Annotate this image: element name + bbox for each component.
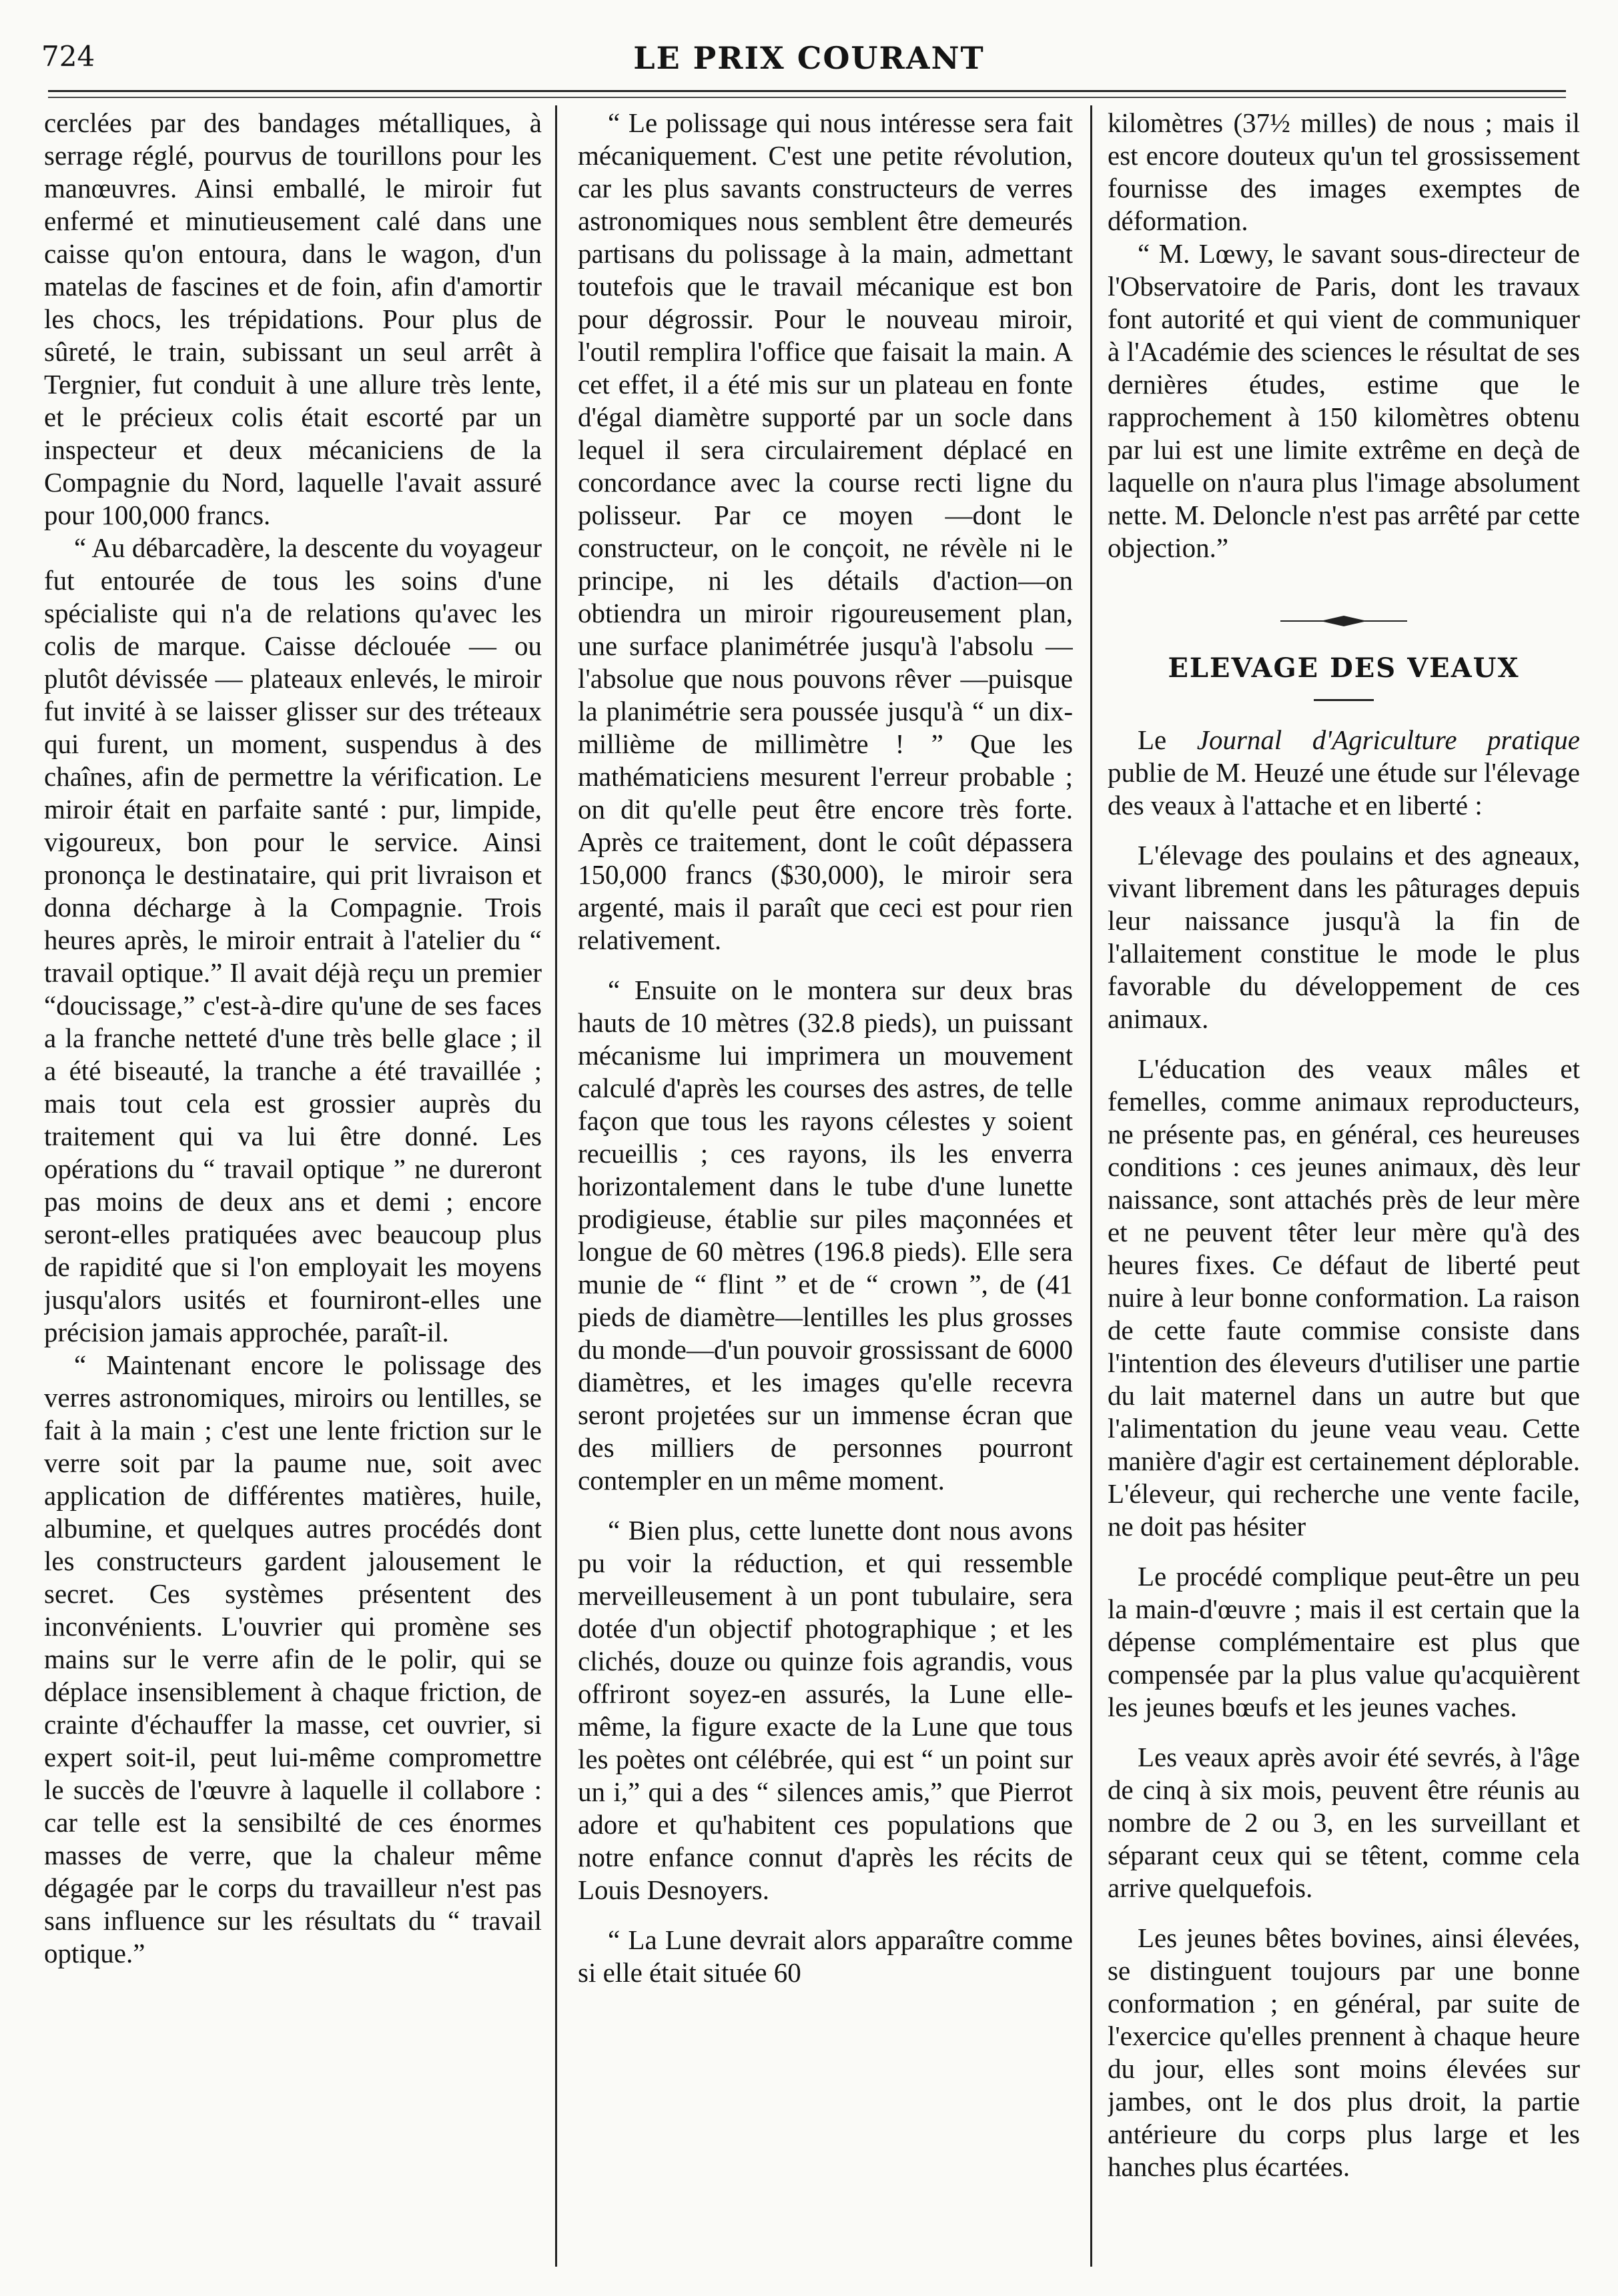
header-rule-top <box>48 90 1566 92</box>
paragraph: L'éducation des veaux mâles et femelles, comme animaux reproducteurs, ne présente pas, en général, ces heureuses conditions : ces jeunes animaux, dès leur naissance, sont attachés près de leur mère et ne peuvent têter leur mère qu'à des heures fixes. Ce défaut de liberté peut nuire à leur bonne conformation. La raison de cette faute commise consiste dans l'intention des éleveurs d'utiliser une partie du lait maternel dans un autre but que l'alimentation du jeune veau veau. Cette manière d'agir est certainement déplorable. L'éleveur, qui recherche une vente facile, ne doit pas hésiter <box>1108 1053 1580 1542</box>
intro-paragraph: Le Journal d'Agriculture pratique publie de M. Heuzé une étude sur l'élevage des veaux à l'attache et en liberté : <box>1108 724 1580 820</box>
paragraph: “ Ensuite on le montera sur deux bras hauts de 10 mètres (32.8 pieds), un puissant mécanisme lui imprimera un mouvement calculé d'après les courses des astres, de telle façon que tous les rayons célestes y soient recueillis ; ces rayons, ils les enverra horizontalement dans le tube d'une lunette prodigieuse, établie sur piles maçonnées et longue de 60 mètres (196.8 pieds). Elle sera munie de “ flint ” et de “ crown ”, de (41 pieds de diamètre—lentilles les plus grosses du monde—d'un pouvoir grossissant de 6000 diamètres, et les images qu'elle recevra seront projetées sur un immense écran que des milliers de personnes pourront contempler en un même moment. <box>578 975 1073 1496</box>
paragraph: Les veaux après avoir été sevrés, à l'âge de cinq à six mois, peuvent être réunis au nombre de 2 ou 3, en les surveillant et séparant ceux qui se têtent, comme cela arrive quelquefois. <box>1108 1742 1580 1903</box>
paragraph: Le procédé complique peut-être un peu la main-d'œuvre ; mais il est certain que la dépense complémentaire est plus que compensée par la plus value qu'acquièrent les jeunes bœufs et les jeunes vaches. <box>1108 1561 1580 1722</box>
section-heading: ELEVAGE DES VEAUX <box>1168 652 1520 684</box>
page-number: 724 <box>41 40 95 73</box>
column-left <box>44 107 542 2258</box>
column-divider-left <box>555 105 557 2267</box>
paragraph: cerclées par des bandages métalliques, à serrage réglé, pourvus de tourillons pour les manœuvres. Ainsi emballé, le miroir fut enfermé et minutieusement calé dans une caisse qu'on entoura, dans le wagon, d'un matelas de fascines et de foin, afin d'amortir les chocs, les trépidations. Pour plus de sûreté, le train, subissant un seul arrêt à Tergnier, fut conduit à une allure très lente, et le précieux colis était escorté par un inspecteur et deux mécaniciens de la Compagnie du Nord, laquelle l'avait assuré pour 100,000 francs. <box>44 107 542 530</box>
paragraph: “ M. Lœwy, le savant sous-directeur de l'Observatoire de Paris, dont les travaux font autorité et qui vient de communiquer à l'Académie des sciences le résultat de ses dernières études, estime que le rapprochement à 150 kilomètres obtenu par lui est une limite extrême en deçà de laquelle on n'aura plus l'image absolument nette. M. Deloncle n'est pas arrêté par cette objection.” <box>1108 238 1580 563</box>
ornament-divider <box>1108 602 1580 634</box>
paragraph: “ Au débarcadère, la descente du voyageur fut entourée de tous les soins d'une spécialiste qui n'a de relations qu'avec les colis de marque. Caisse déclouée — ou plutôt dévissée — plateaux enlevés, le miroir fut invité à se laisser glisser sur des tréteaux qui furent, un moment, suspendus à des chaînes, afin de permettre la vérification. Le miroir était en parfaite santé : pur, limpide, vigoureux, bon pour le service. Ainsi prononça le destinataire, qui prit livraison et donna décharge à la Compagnie. Trois heures après, le miroir entrait à l'atelier du “ travail optique.” Il avait déjà reçu un premier “doucissage,” c'est-à-dire qu'une de ses faces a la franche netteté d'une très belle glace ; il a été biseauté, la tranche a été travaillée ; mais tout cela est grossier auprès du traitement qui va lui être donné. Les opérations du “ travail optique ” ne dureront pas moins de deux ans et demi ; encore seront-elles pratiquées avec beaucoup plus de rapidité que si l'on employait les moyens jusqu'alors usités et fourniront-elles une précision jamais approchée, paraît-il. <box>44 532 542 1347</box>
paragraph: L'élevage des poulains et des agneaux, vivant librement dans les pâturages depuis leur naissance jusqu'à la fin de l'allaitement constitue le mode le plus favorable du développement de ces animaux. <box>1108 840 1580 1034</box>
paragraph: “ Le polissage qui nous intéresse sera fait mécaniquement. C'est une petite révolution, car les plus savants constructeurs de verres astronomiques nous semblent être demeurés partisans du polissage à la main, admettant toutefois que le travail mécanique est bon pour dégrossir. Pour le nouveau miroir, l'outil remplira l'office que faisait la main. A cet effet, il a été mis sur un plateau en fonte d'égal diamètre supporté par un socle dans lequel il sera circulairement déplacé en concordance avec la course recti ligne du polisseur. Par ce moyen —dont le constructeur, on le conçoit, ne révèle ni le principe, ni les détails d'action—on obtiendra un miroir rigoureusement plan, une surface planimétrée jusqu'à l'absolu —l'absolue que nous pouvons rêver —puisque la planimétrie sera poussée jusqu'à “ un dix-millième de millimètre ! ” Que les mathématiciens mesurent l'erreur probable ; on dit qu'elle peut être encore très forte. Après ce traitement, dont le coût dépassera 150,000 francs ($30,000), le miroir sera argenté, mais il paraît que ceci est pour rien relativement. <box>578 107 1073 955</box>
header-rule-bottom <box>48 97 1566 98</box>
paragraph: kilomètres (37½ milles) de nous ; mais il est encore douteux qu'un tel grossissement fournisse des images exemptes de déformation. <box>1108 107 1580 236</box>
fleuron-icon <box>1280 615 1407 627</box>
heading-rule <box>1314 699 1374 701</box>
journal-title: Journal d'Agriculture pratique <box>1196 724 1580 755</box>
paragraph: “ La Lune devrait alors apparaître comme si elle était située 60 <box>578 1924 1073 1988</box>
running-title: LE PRIX COURANT <box>633 40 985 76</box>
column-right <box>1108 107 1580 2258</box>
column-divider-right <box>1090 105 1092 2267</box>
paragraph: “ Bien plus, cette lunette dont nous avons pu voir la réduction, et qui ressemble merveilleusement à un pont tubulaire, sera dotée d'un objectif photographique ; et les clichés, douze ou quinze fois agrandis, vous offriront soyez-en assurés, la Lune elle-même, la figure exacte de la Lune que tous les poètes ont célébrée, qui est “ un point sur un i,” qui a des “ silences amis,” que Pierrot adore et qu'habitent ces populations que notre enfance connut d'après les récits de Louis Desnoyers. <box>578 1515 1073 1905</box>
paragraph: Les jeunes bêtes bovines, ainsi élevées, se distinguent toujours par une bonne conformation ; en général, par suite de l'exercice qu'elles prennent à chaque heure du jour, elles sont moins élevées sur jambes, ont le dos plus droit, la partie antérieure du corps plus large et les hanches plus écartées. <box>1108 1922 1580 2182</box>
column-middle <box>578 107 1073 2258</box>
paragraph: “ Maintenant encore le polissage des verres astronomiques, miroirs ou lentilles, se fait à la main ; c'est une lente friction sur le verre soit par la paume nue, soit avec application de différentes matières, huile, albumine, et quelques autres procédés dont les constructeurs gardent jalousement le secret. Ces systèmes présentent des inconvénients. L'ouvrier qui promène ses mains sur le verre afin de le polir, qui se déplace insensiblement à chaque friction, de crainte d'échauffer la masse, cet ouvrier, si expert soit-il, peut lui-même compromettre le succès de l'œuvre à laquelle il collabore : car telle est la sensibilté de ces énormes masses de verre, que la chaleur même dégagée par le corps du travailleur n'est pas sans influence sur les résultats du “ travail optique.” <box>44 1349 542 1968</box>
